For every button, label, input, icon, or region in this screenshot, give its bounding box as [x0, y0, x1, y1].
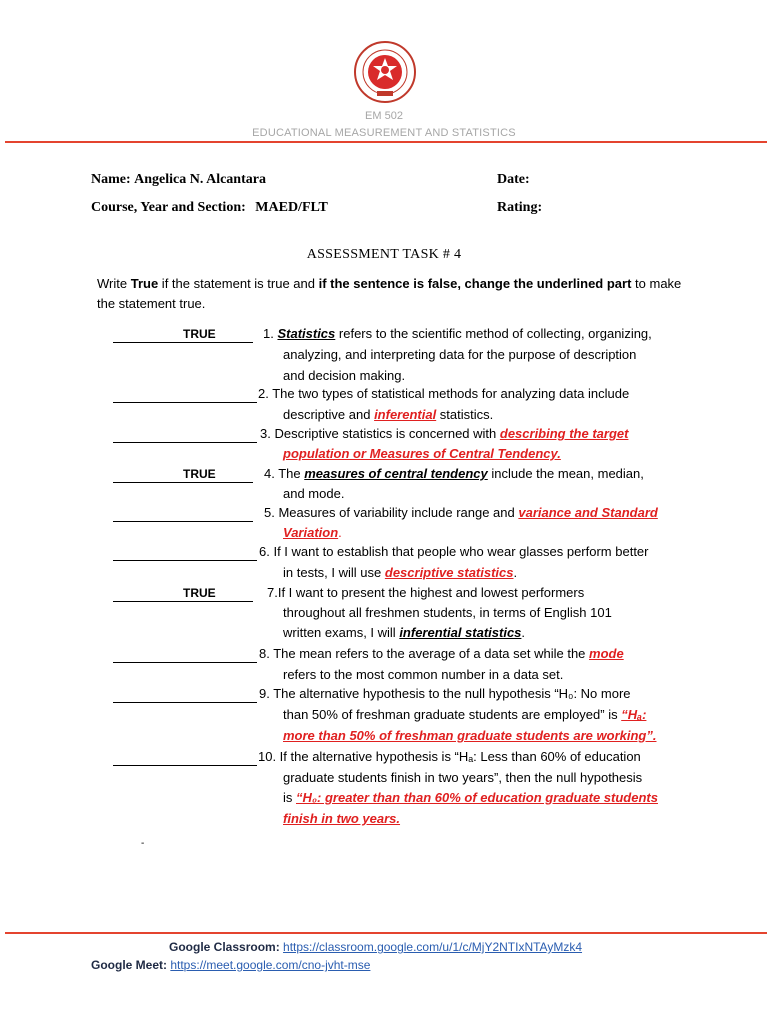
- item-8-answer-red: mode: [589, 646, 624, 661]
- item-9-answer-red-2: more than 50% of freshman graduate students are working”.: [283, 728, 657, 743]
- stray-mark: -: [141, 838, 145, 849]
- item-4-text-b: include the mean, median,: [487, 466, 644, 481]
- item-2-text-b: statistics.: [436, 407, 494, 422]
- task-title: ASSESSMENT TASK # 4: [306, 247, 462, 262]
- item-6-line-1: 6. If I want to establish that people who wear glasses perform better: [259, 544, 649, 559]
- answer-blank-10[interactable]: [113, 750, 257, 766]
- course-code: EM 502: [365, 110, 403, 122]
- item-9-line-2: [283, 707, 646, 722]
- meet-link[interactable]: https://meet.google.com/cno-jvht-mse: [170, 958, 371, 972]
- item-9-answer-red-1: “Hₐ:: [621, 707, 647, 722]
- answer-7: TRUE: [183, 586, 216, 600]
- item-4-text: 4. The: [264, 466, 305, 481]
- item-4-underlined: measures of central tendency: [304, 466, 488, 481]
- item-5-text: 5. Measures of variability include range and: [264, 505, 519, 520]
- course-row: [91, 200, 328, 216]
- item-5-answer-red-2: Variation: [283, 525, 339, 540]
- item-7-line-2: throughout all freshmen students, in terms of English 101: [283, 605, 612, 620]
- university-seal-logo: [353, 40, 417, 104]
- name-row: [91, 172, 266, 188]
- answer-blank-9[interactable]: [113, 687, 257, 703]
- item-2-line-1: 2. The two types of statistical methods for analyzing data include: [258, 386, 630, 401]
- item-7-underlined: inferential statistics: [399, 625, 522, 640]
- classroom-link[interactable]: https://classroom.google.com/u/1/c/MjY2NTIxNTAyMzk4: [283, 940, 583, 954]
- item-7-line-1: 7.If I want to present the highest and lowest performers: [267, 585, 585, 600]
- item-1-line-1: [263, 326, 652, 341]
- item-5-line-1: [264, 505, 658, 520]
- item-4-line-2: and mode.: [283, 486, 345, 501]
- meet-label: Google Meet:: [91, 958, 171, 972]
- item-7-text: written exams, I will: [283, 625, 400, 640]
- date-label: Date:: [497, 172, 530, 187]
- instr-bold-2: if the sentence is false, change the underlined part: [318, 276, 632, 291]
- course-title: EDUCATIONAL MEASUREMENT AND STATISTICS: [252, 127, 516, 139]
- instr-text-1: Write: [97, 276, 131, 291]
- item-2-line-2: [283, 407, 493, 422]
- footer-classroom: [169, 940, 582, 954]
- answer-blank-5[interactable]: [113, 506, 253, 522]
- answer-4: TRUE: [183, 467, 216, 481]
- item-3-line-1: [260, 426, 628, 441]
- answer-blank-2[interactable]: [113, 387, 257, 403]
- item-10-line-2: graduate students finish in two years”, then the null hypothesis: [283, 770, 643, 785]
- course-value: MAED/FLT: [255, 200, 328, 215]
- course-label: Course, Year and Section:: [91, 200, 246, 215]
- item-7-line-3: [283, 625, 525, 640]
- item-5-line-2: [283, 525, 342, 540]
- item-10-answer-red-2: finish in two years.: [283, 811, 401, 826]
- item-7-end: .: [521, 625, 526, 640]
- instr-text-3: to make the statement true.: [97, 276, 682, 311]
- classroom-label: Google Classroom:: [169, 940, 284, 954]
- item-10-line-3: [283, 790, 658, 805]
- item-5-answer-red-1: variance and Standard: [518, 505, 658, 520]
- item-9-text: than 50% of freshman graduate students are employed” is: [283, 707, 622, 722]
- item-4-line-1: [264, 466, 644, 481]
- item-2-text-a: descriptive and: [283, 407, 375, 422]
- item-1-line-2: analyzing, and interpreting data for the purpose of description: [283, 347, 637, 362]
- item-3-text: 3. Descriptive statistics is concerned with: [260, 426, 500, 441]
- item-8-text: 8. The mean refers to the average of a data set while the: [259, 646, 590, 661]
- item-6-text: in tests, I will use: [283, 565, 385, 580]
- item-10-line-4: [283, 811, 400, 826]
- item-6-end: .: [513, 565, 518, 580]
- item-3-answer-red-1: describing the target: [499, 426, 629, 441]
- item-10-answer-red-1: “H₀: greater than than 60% of education graduate students: [296, 790, 658, 805]
- item-10-text: is: [283, 790, 296, 805]
- item-3-line-2: [283, 446, 561, 461]
- item-1-text: refers to the scientific method of collecting, organizing,: [335, 326, 652, 341]
- header-divider: [5, 141, 767, 143]
- item-8-line-2: refers to the most common number in a data set.: [283, 667, 564, 682]
- answer-1: TRUE: [183, 327, 216, 341]
- instr-bold-1: True: [130, 276, 159, 291]
- footer-meet: [91, 958, 370, 972]
- item-6-answer-red: descriptive statistics: [384, 565, 514, 580]
- rating-label: Rating:: [497, 200, 543, 215]
- item-1-number: 1.: [263, 326, 278, 341]
- item-2-answer-red: inferential: [374, 407, 437, 422]
- item-3-answer-red-2: population or Measures of Central Tendency.: [283, 446, 561, 461]
- item-10-line-1: 10. If the alternative hypothesis is “Hₐ: Less than 60% of education: [258, 749, 641, 764]
- item-9-line-1: 9. The alternative hypothesis to the null hypothesis “H₀: No more: [259, 686, 631, 701]
- item-1-line-3: and decision making.: [283, 368, 406, 383]
- name-label: Name:: [91, 172, 131, 187]
- item-9-line-3: [283, 728, 656, 743]
- item-8-line-1: [259, 646, 624, 661]
- instr-text-2: if the statement is true and: [158, 276, 319, 291]
- footer-divider: [5, 932, 767, 934]
- item-5-end: .: [338, 525, 342, 540]
- item-1-underlined: Statistics: [277, 326, 336, 341]
- name-value: Angelica N. Alcantara: [134, 172, 266, 187]
- answer-blank-3[interactable]: [113, 427, 257, 443]
- item-6-line-2: [283, 565, 517, 580]
- answer-blank-8[interactable]: [113, 647, 257, 663]
- instructions: [97, 274, 697, 314]
- answer-blank-6[interactable]: [113, 545, 257, 561]
